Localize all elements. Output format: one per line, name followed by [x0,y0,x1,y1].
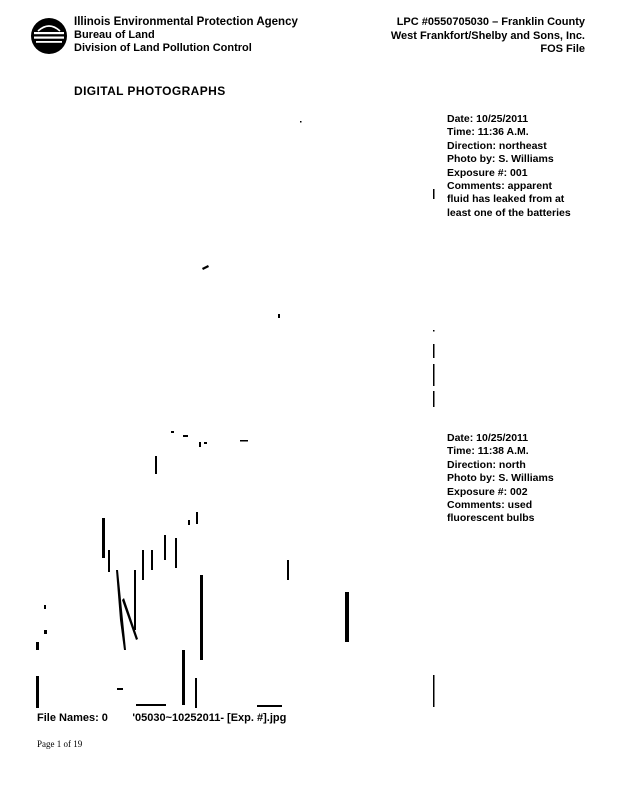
agency-block [74,16,298,55]
file-type: FOS File [540,43,585,55]
agency-name: Illinois Environmental Protection Agency [74,16,298,28]
photo-2-time: Time: 11:38 A.M. [447,445,529,458]
photo-1-date: Date: 10/25/2011 [447,113,529,125]
photo-1-time: Time: 11:36 A.M. [447,126,529,139]
photo-1-direction: Direction: northeast [447,139,547,152]
photo-2 [32,420,437,712]
bureau-name: Bureau of Land [74,29,155,41]
site-block [391,16,585,57]
illinois-epa-logo-icon [30,17,68,55]
file-names: File Names: 0 '05030~10252011- [Exp. #].jpg [37,712,287,724]
site-name: West Frankfort/Shelby and Sons, Inc. [390,29,585,42]
photo-2-info [447,432,577,526]
division-name: Division of Land Pollution Control [74,42,252,54]
photo-1 [32,108,437,413]
photo-1-exposure: Exposure #: 001 [447,166,528,179]
photo-2-exposure: Exposure #: 002 [447,485,528,498]
photo-2-photographer: Photo by: S. Williams [447,472,554,485]
section-title: DIGITAL PHOTOGRAPHS [74,84,226,98]
photo-2-date: Date: 10/25/2011 [447,432,529,444]
lpc-number: LPC #0550705030 – Franklin County [396,16,585,28]
photo-1-comments: Comments: apparent fluid has leaked from at least one of the batteries [447,180,571,219]
photo-2-direction: Direction: north [447,458,526,471]
photo-1-info [447,113,577,220]
photo-2-comments: Comments: used fluorescent bulbs [447,499,535,525]
photo-1-photographer: Photo by: S. Williams [447,153,554,166]
page-number: Page 1 of 19 [37,739,83,749]
